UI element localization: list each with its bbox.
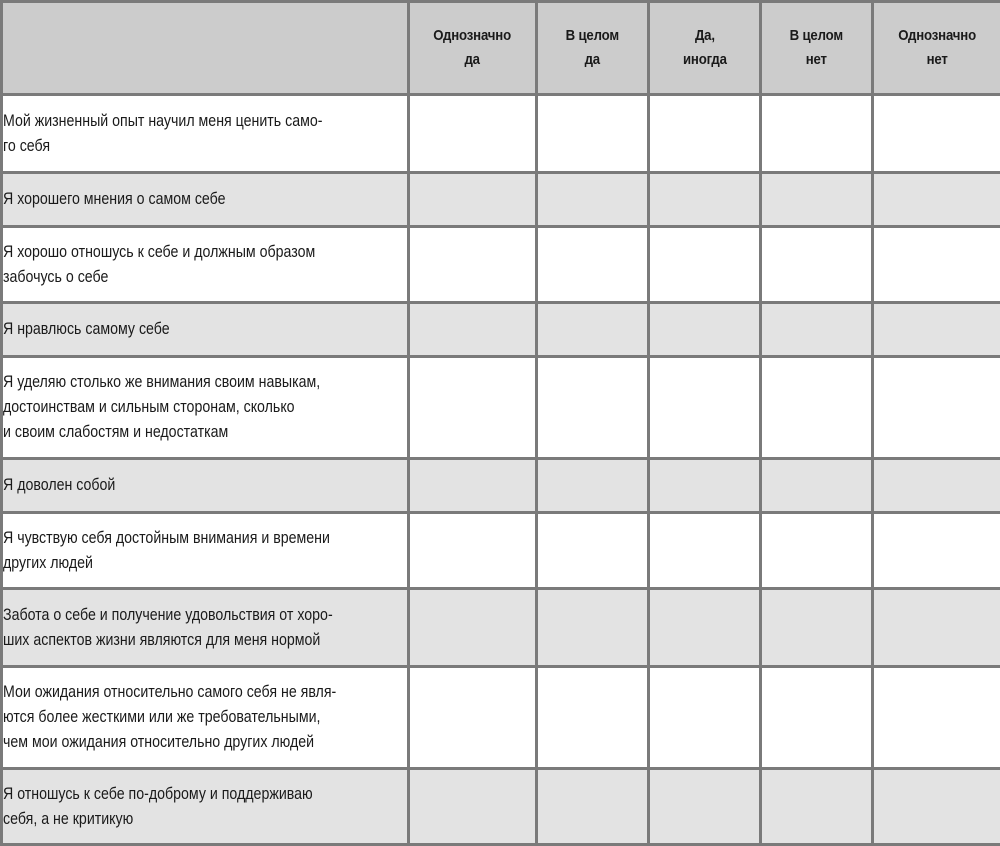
answer-cell-definitely-no[interactable] bbox=[873, 357, 1000, 459]
answer-cell-mostly-yes[interactable] bbox=[537, 667, 649, 769]
answer-cell-definitely-no[interactable] bbox=[873, 303, 1000, 357]
table-row bbox=[2, 513, 1000, 589]
answer-cell-sometimes-yes[interactable] bbox=[649, 173, 761, 227]
statement-cell bbox=[2, 357, 409, 459]
header-mostly-yes bbox=[537, 2, 649, 95]
answer-cell-definitely-no[interactable] bbox=[873, 459, 1000, 513]
answer-cell-sometimes-yes[interactable] bbox=[649, 227, 761, 303]
answer-cell-definitely-yes[interactable] bbox=[409, 173, 537, 227]
statement-text: Я доволен собой bbox=[3, 473, 406, 498]
statement-text: Я хорошо отношусь к себе и должным образом забочусь о себе bbox=[3, 240, 406, 290]
table-row bbox=[2, 227, 1000, 303]
statement-text: Мой жизненный опыт научил меня ценить само- го себя bbox=[3, 109, 406, 159]
statement-cell bbox=[2, 667, 409, 769]
answer-cell-definitely-no[interactable] bbox=[873, 173, 1000, 227]
table-row bbox=[2, 173, 1000, 227]
answer-cell-sometimes-yes[interactable] bbox=[649, 357, 761, 459]
answer-cell-mostly-yes[interactable] bbox=[537, 303, 649, 357]
statement-text: Я отношусь к себе по-доброму и поддерживаю себя, а не критикую bbox=[3, 782, 406, 832]
table-row bbox=[2, 303, 1000, 357]
answer-cell-definitely-yes[interactable] bbox=[409, 227, 537, 303]
answer-cell-sometimes-yes[interactable] bbox=[649, 95, 761, 173]
answer-cell-mostly-no[interactable] bbox=[761, 459, 873, 513]
header-label: В целом нет bbox=[790, 24, 843, 72]
answer-cell-definitely-no[interactable] bbox=[873, 769, 1000, 845]
table-row bbox=[2, 95, 1000, 173]
table-row bbox=[2, 459, 1000, 513]
statement-cell bbox=[2, 95, 409, 173]
table-row bbox=[2, 769, 1000, 845]
answer-cell-mostly-no[interactable] bbox=[761, 589, 873, 667]
table-row bbox=[2, 667, 1000, 769]
header-sometimes-yes bbox=[649, 2, 761, 95]
answer-cell-sometimes-yes[interactable] bbox=[649, 667, 761, 769]
table-row bbox=[2, 357, 1000, 459]
answer-cell-mostly-yes[interactable] bbox=[537, 227, 649, 303]
header-label: В целом да bbox=[566, 24, 619, 72]
statement-cell bbox=[2, 459, 409, 513]
header-definitely-no bbox=[873, 2, 1000, 95]
answer-cell-mostly-no[interactable] bbox=[761, 95, 873, 173]
answer-cell-mostly-no[interactable] bbox=[761, 357, 873, 459]
answer-cell-sometimes-yes[interactable] bbox=[649, 303, 761, 357]
statement-text: Я хорошего мнения о самом себе bbox=[3, 187, 406, 212]
statement-text: Я чувствую себя достойным внимания и времени других людей bbox=[3, 526, 406, 576]
statement-cell bbox=[2, 173, 409, 227]
answer-cell-sometimes-yes[interactable] bbox=[649, 513, 761, 589]
answer-cell-definitely-yes[interactable] bbox=[409, 513, 537, 589]
header-statement-column bbox=[2, 2, 409, 95]
answer-cell-mostly-yes[interactable] bbox=[537, 459, 649, 513]
answer-cell-definitely-no[interactable] bbox=[873, 589, 1000, 667]
answer-cell-definitely-no[interactable] bbox=[873, 95, 1000, 173]
answer-cell-definitely-yes[interactable] bbox=[409, 589, 537, 667]
header-row bbox=[2, 2, 1000, 95]
answer-cell-sometimes-yes[interactable] bbox=[649, 769, 761, 845]
statement-text: Мои ожидания относительно самого себя не явля- ются более жесткими или же требовательными, чем мои ожидания относительно других людей bbox=[3, 680, 406, 755]
header-label: Однозначно нет bbox=[898, 24, 976, 72]
statement-text: Я нравлюсь самому себе bbox=[3, 317, 406, 342]
answer-cell-definitely-no[interactable] bbox=[873, 667, 1000, 769]
answer-cell-mostly-no[interactable] bbox=[761, 513, 873, 589]
answer-cell-mostly-yes[interactable] bbox=[537, 513, 649, 589]
answer-cell-definitely-yes[interactable] bbox=[409, 769, 537, 845]
header-label: Однозначно да bbox=[434, 24, 512, 72]
header-label: Да, иногда bbox=[683, 24, 727, 72]
statement-cell bbox=[2, 303, 409, 357]
answer-cell-mostly-yes[interactable] bbox=[537, 357, 649, 459]
answer-cell-mostly-no[interactable] bbox=[761, 227, 873, 303]
answer-cell-definitely-yes[interactable] bbox=[409, 95, 537, 173]
header-definitely-yes bbox=[409, 2, 537, 95]
answer-cell-mostly-yes[interactable] bbox=[537, 769, 649, 845]
answer-cell-mostly-no[interactable] bbox=[761, 667, 873, 769]
header-mostly-no bbox=[761, 2, 873, 95]
answer-cell-mostly-no[interactable] bbox=[761, 303, 873, 357]
statement-text: Забота о себе и получение удовольствия от хоро- ших аспектов жизни являются для меня нормой bbox=[3, 603, 406, 653]
statement-cell bbox=[2, 769, 409, 845]
answer-cell-mostly-yes[interactable] bbox=[537, 589, 649, 667]
table-row bbox=[2, 589, 1000, 667]
statement-cell bbox=[2, 589, 409, 667]
answer-cell-definitely-yes[interactable] bbox=[409, 667, 537, 769]
answer-cell-sometimes-yes[interactable] bbox=[649, 589, 761, 667]
answer-cell-definitely-yes[interactable] bbox=[409, 459, 537, 513]
statement-cell bbox=[2, 513, 409, 589]
answer-cell-definitely-no[interactable] bbox=[873, 513, 1000, 589]
answer-cell-mostly-no[interactable] bbox=[761, 769, 873, 845]
statement-text: Я уделяю столько же внимания своим навыкам, достоинствам и сильным сторонам, сколько и своим слабостям и недостаткам bbox=[3, 370, 406, 445]
answer-cell-definitely-no[interactable] bbox=[873, 227, 1000, 303]
answer-cell-mostly-yes[interactable] bbox=[537, 173, 649, 227]
statement-cell bbox=[2, 227, 409, 303]
answer-cell-definitely-yes[interactable] bbox=[409, 357, 537, 459]
answer-cell-mostly-yes[interactable] bbox=[537, 95, 649, 173]
answer-cell-definitely-yes[interactable] bbox=[409, 303, 537, 357]
answer-cell-sometimes-yes[interactable] bbox=[649, 459, 761, 513]
answer-cell-mostly-no[interactable] bbox=[761, 173, 873, 227]
